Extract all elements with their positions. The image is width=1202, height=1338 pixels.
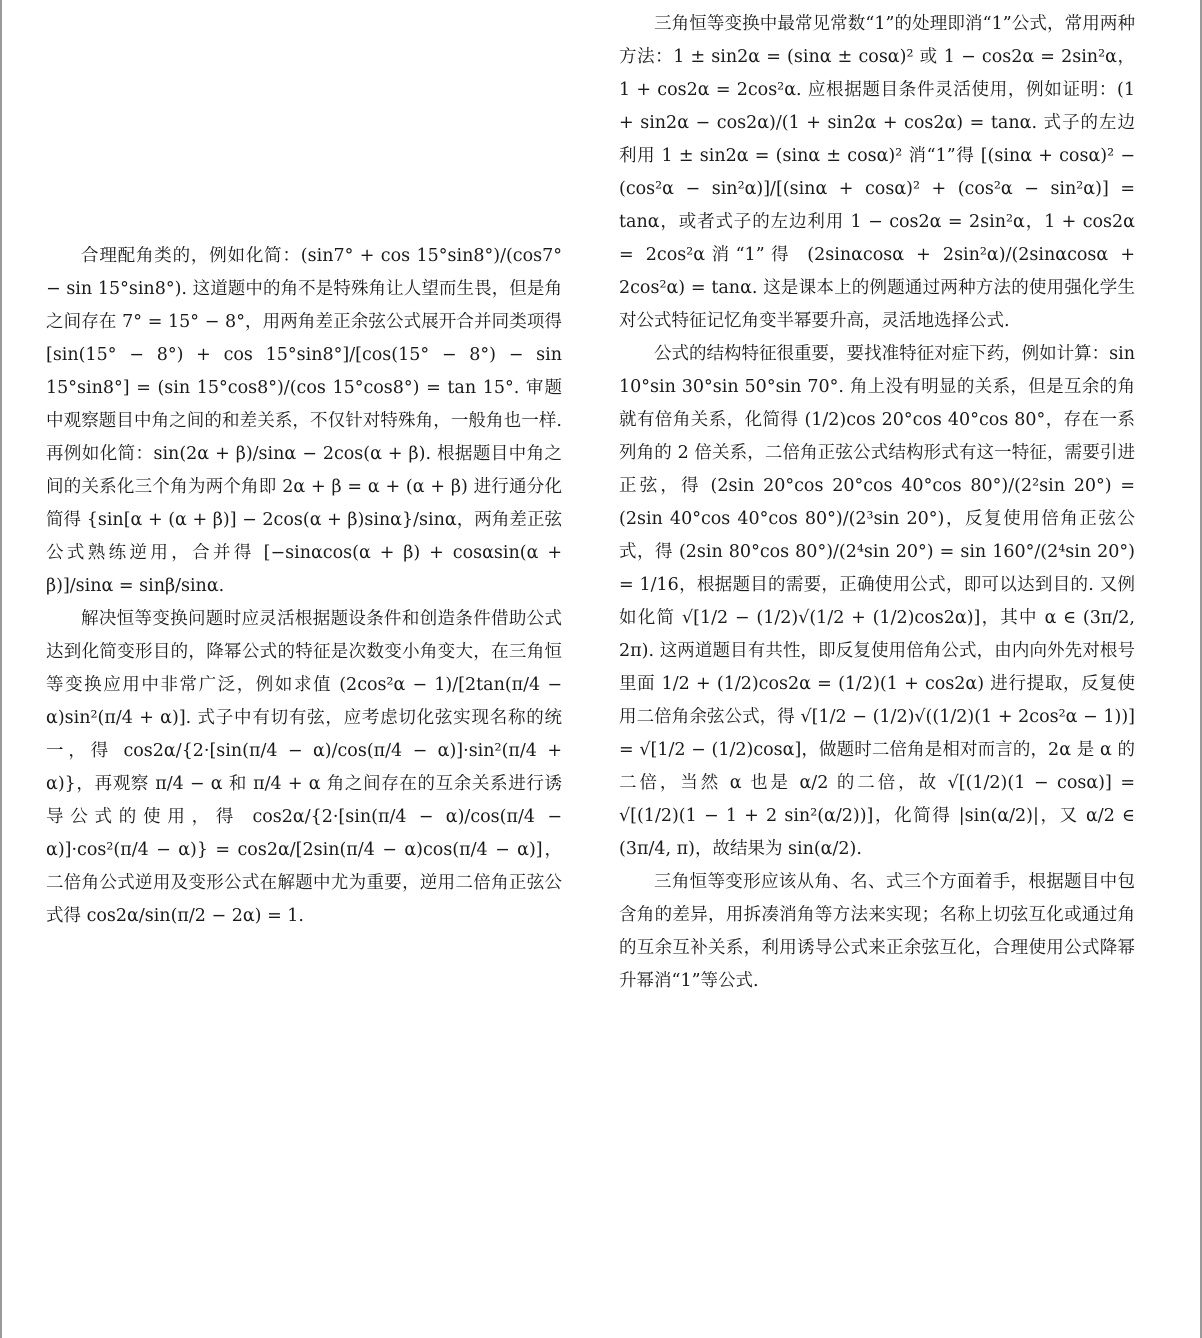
paragraph-power-reduction: 解决恒等变换问题时应灵活根据题设条件和创造条件借助公式达到化简变形目的，降幂公式的特征是次数变小角变大，在三角恒等变换应用中非常广泛，例如求值 (2cos²α − 1)/[2tan(π/4 − α)sin²(π/4 + α)]. 式子中有切有弦，应考虑切化弦实现名称的统一，得 cos2α/{2·[sin(π/4 − α)/cos(π/4 − α)]·sin²(π/4 + α)}，再观察 π/4 − α 和 π/4 + α 角之间存在的互余关系进行诱导公式的使用，得 cos2α/{2·[sin(π/4 − α)/cos(π/4 − α)]·cos²(π/4 − α)} = cos2α/[2sin(π/4 − α)cos(π/4 − α)]，二倍角公式逆用及变形公式在解题中尤为重要，逆用二倍角正弦公式得 cos2α/sin(π/2 − 2α) = 1. [46, 609, 562, 926]
paragraph-formula-structure: 公式的结构特征很重要，要找准特征对症下药，例如计算：sin 10°sin 30°sin 50°sin 70°. 角上没有明显的关系，但是互余的角就有倍角关系，化简得 (1/2)cos 20°cos 40°cos 80°，存在一系列角的 2 倍关系，二倍角正弦公式结构形式有这一特征，需要引进正弦，得 (2sin 20°cos 20°cos 40°cos 80°)/(2²sin 20°) = (2sin 40°cos 40°cos 80°)/(2³sin 20°)，反复使用倍角正弦公式，得 (2sin 80°cos 80°)/(2⁴sin 20°) = sin 160°/(2⁴sin 20°) = 1/16，根据题目的需要，正确使用公式，即可以达到目的. 又例如化简 √[1/2 − (1/2)√(1/2 + (1/2)cos2α)]，其中 α ∈ (3π/2, 2π). 这两道题目有共性，即反复使用倍角公式，由内向外先对根号里面 1/2 + (1/2)cos2α = (1/2)(1 + cos2α) 进行提取，反复使用二倍角余弦公式，得 √[1/2 − (1/2)√((1/2)(1 + 2cos²α − 1))] = √[1/2 − (1/2)cosα]，做题时二倍角是相对而言的，2α 是 α 的二倍，当然 α 也是 α/2 的二倍，故 √[(1/2)(1 − cosα)] = √[(1/2)(1 − 1 + 2 sin²(α/2))]，化简得 |sin(α/2)|，又 α/2 ∈ (3π/4, π)，故结果为 sin(α/2). [619, 344, 1135, 859]
paragraph-summary: 三角恒等变形应该从角、名、式三个方面着手，根据题目中包含角的差异，用拆凑消角等方法来实现；名称上切弦互化或通过角的互余互补关系，利用诱导公式来正余弦互化，合理使用公式降幂升幂消“1”等公式. [619, 872, 1135, 991]
left-column [46, 0, 562, 1338]
paragraph-angle-pairing: 合理配角类的，例如化简：(sin7° + cos 15°sin8°)/(cos7° − sin 15°sin8°). 这道题中的角不是特殊角让人望而生畏，但是角之间存在 7° = 15° − 8°，用两角差正余弦公式展开合并同类项得 [sin(15° − 8°) + cos 15°sin8°]/[cos(15° − 8°) − sin 15°sin8°] = (sin 15°cos8°)/(cos 15°cos8°) = tan 15°. 审题中观察题目中角之间的和差关系，不仅针对特殊角，一般角也一样. 再例如化简：sin(2α + β)/sinα − 2cos(α + β). 根据题目中角之间的关系化三个角为两个角即 2α + β = α + (α + β) 进行通分化简得 {sin[α + (α + β)] − 2cos(α + β)sinα}/sinα，两角差正弦公式熟练逆用，合并得 [−sinαcos(α + β) + cosαsin(α + β)]/sinα = sinβ/sinα. [46, 246, 562, 596]
paragraph-eliminate-one: 三角恒等变换中最常见常数“1”的处理即消“1”公式，常用两种方法：1 ± sin2α = (sinα ± cosα)² 或 1 − cos2α = 2sin²α，1 + cos2α = 2cos²α. 应根据题目条件灵活使用，例如证明：(1 + sin2α − cos2α)/(1 + sin2α + cos2α) = tanα. 式子的左边利用 1 ± sin2α = (sinα ± cosα)² 消“1”得 [(sinα + cosα)² − (cos²α − sin²α)]/[(sinα + cosα)² + (cos²α − sin²α)] = tanα，或者式子的左边利用 1 − cos2α = 2sin²α，1 + cos2α = 2cos²α消“1”得 (2sinαcosα + 2sin²α)/(2sinαcosα + 2cos²α) = tanα. 这是课本上的例题通过两种方法的使用强化学生对公式特征记忆角变半幂要升高，灵活地选择公式. [619, 14, 1135, 331]
right-column [619, 0, 1135, 1338]
